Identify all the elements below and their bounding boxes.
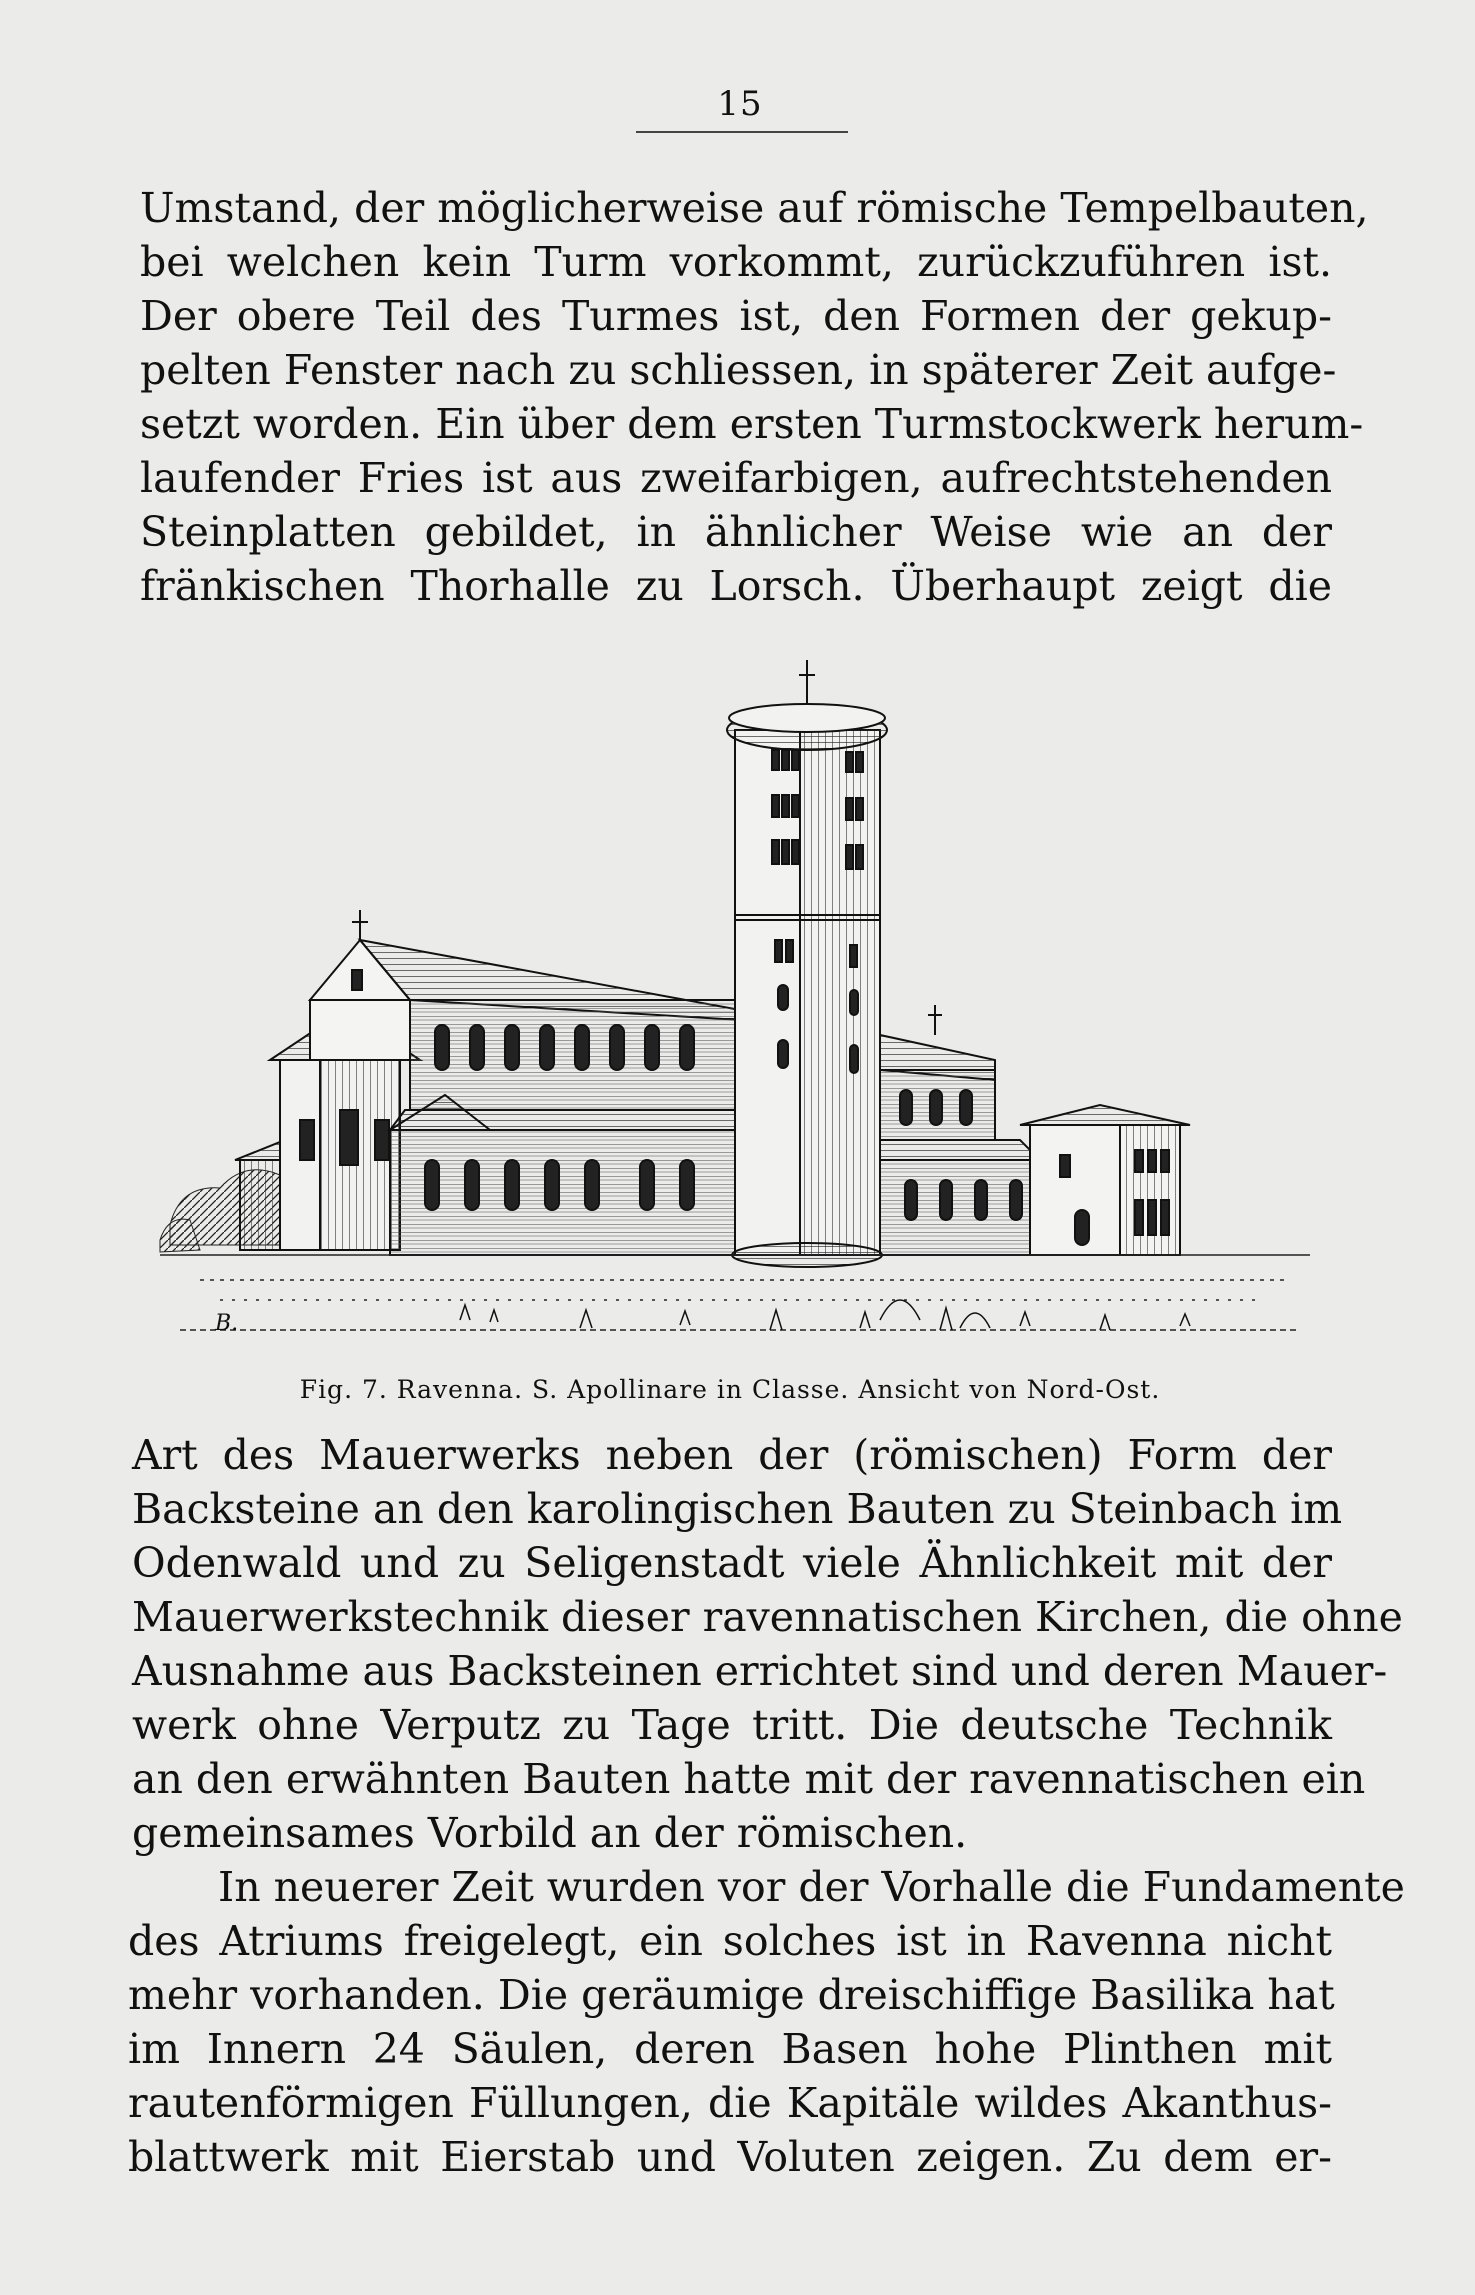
text-line: rautenförmigen Füllungen, die Kapitäle wildes Akanthus- [128, 2079, 1332, 2127]
text-line: laufender Fries ist aus zweifarbigen, aufrechtstehenden [140, 454, 1332, 502]
text-line: pelten Fenster nach zu schliessen, in späterer Zeit aufge- [140, 346, 1337, 394]
basilica-illustration [160, 640, 1310, 1350]
text-line: In neuerer Zeit wurden vor der Vorhalle die Fundamente [218, 1863, 1405, 1911]
ground [160, 1255, 1310, 1330]
text-line: werk ohne Verputz zu Tage tritt. Die deutsche Technik [132, 1701, 1332, 1749]
text-line: Mauerwerkstechnik dieser ravennatischen Kirchen, die ohne [132, 1593, 1403, 1641]
text-line: Ausnahme aus Backsteinen errichtet sind und deren Mauer- [132, 1647, 1388, 1695]
text-line: Odenwald und zu Seligenstadt viele Ähnlichkeit mit der [132, 1539, 1332, 1587]
text-line: des Atriums freigelegt, ein solches ist in Ravenna nicht [128, 1917, 1332, 1965]
right-nave [880, 1005, 1050, 1255]
page-number: 15 [717, 84, 763, 124]
header-rule [636, 131, 848, 133]
text-line: blattwerk mit Eierstab und Voluten zeigen. Zu dem er- [128, 2133, 1332, 2181]
text-line: Backsteine an den karolingischen Bauten zu Steinbach im [132, 1485, 1343, 1533]
text-line: fränkischen Thorhalle zu Lorsch. Überhaupt zeigt die [140, 562, 1332, 610]
text-line: gemeinsames Vorbild an der römischen. [132, 1809, 968, 1857]
text-line: im Innern 24 Säulen, deren Basen hohe Plinthen mit [128, 2025, 1332, 2073]
text-line: Steinplatten gebildet, in ähnlicher Weise wie an der [140, 508, 1332, 556]
text-line: mehr vorhanden. Die geräumige dreischiffige Basilika hat [128, 1971, 1335, 2019]
figure-caption: Fig. 7. Ravenna. S. Apollinare in Classe. Ansicht von Nord-Ost. [299, 1375, 1161, 1404]
text-line: bei welchen kein Turm vorkommt, zurückzuführen ist. [140, 238, 1332, 286]
text-line: Umstand, der möglicherweise auf römische Tempelbauten, [140, 184, 1369, 232]
engraver-signature: B. [215, 1311, 239, 1336]
text-line: an den erwähnten Bauten hatte mit der ravennatischen ein [132, 1755, 1366, 1803]
side-building [1020, 1105, 1190, 1255]
text-line: Art des Mauerwerks neben der (römischen) Form der [132, 1431, 1332, 1479]
campanile [727, 660, 887, 1267]
text-line: Der obere Teil des Turmes ist, den Formen der gekup- [140, 292, 1332, 340]
text-line: setzt worden. Ein über dem ersten Turmstockwerk herum- [140, 400, 1364, 448]
